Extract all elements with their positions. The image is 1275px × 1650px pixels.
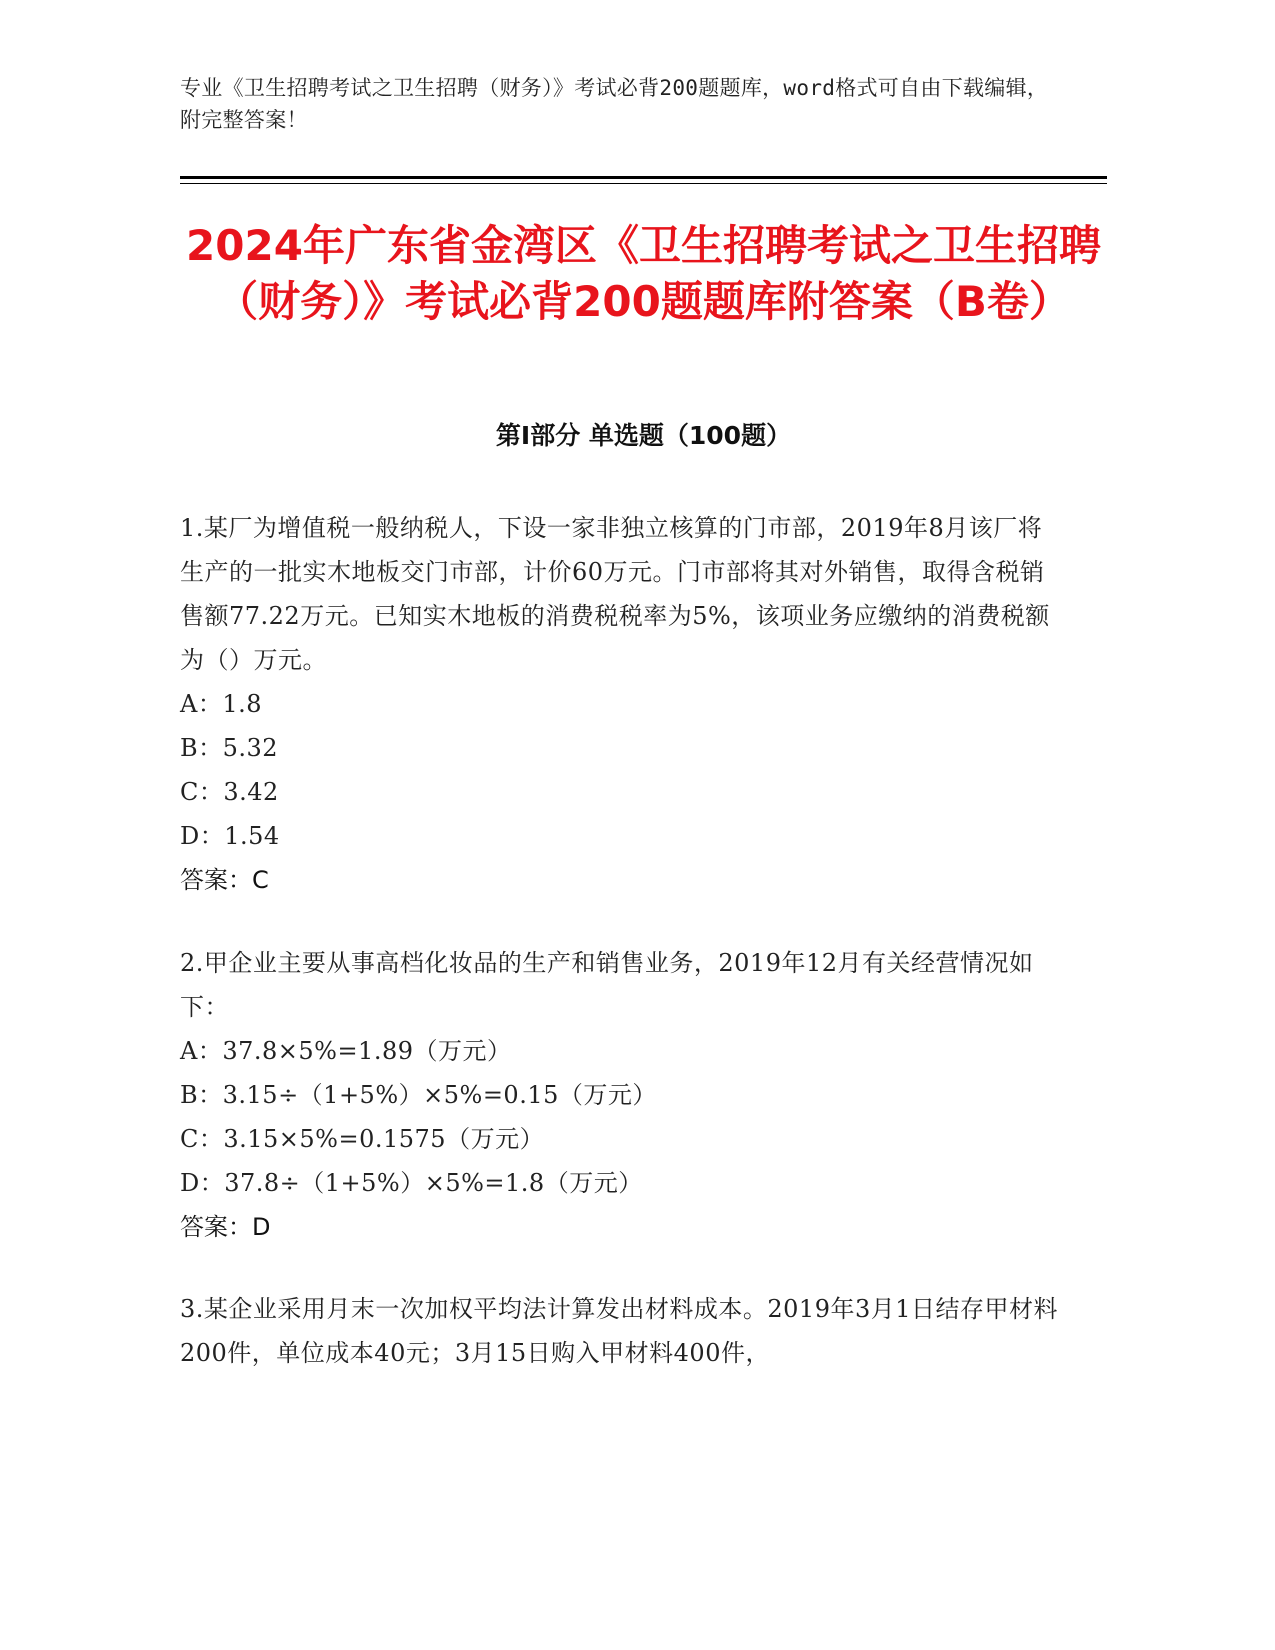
section-heading: 第I部分 单选题（100题） (495, 421, 792, 450)
question-stem: 1.某厂为增值税一般纳税人，下设一家非独立核算的门市部，2019年8月该厂将生产的一批实木地板交门市部，计价60万元。门市部将其对外销售，取得含税销售额77.22万元。已知实木地板的消费税税率为5%，该项业务应缴纳的消费税额为（）万元。 (180, 514, 1050, 674)
option-c: C：3.42 (180, 778, 279, 806)
answer: 答案：D (180, 1213, 271, 1241)
question-1 (180, 506, 1060, 902)
header-divider-thick (180, 176, 1107, 179)
option-d: D：1.54 (180, 822, 280, 850)
header-divider-thin (180, 183, 1107, 184)
question-3 (180, 1287, 1060, 1375)
option-d: D：37.8÷（1+5%）×5%=1.8（万元） (180, 1169, 643, 1197)
question-2 (180, 941, 1060, 1249)
option-a: A：37.8×5%=1.89（万元） (180, 1037, 512, 1065)
option-b: B：3.15÷（1+5%）×5%=0.15（万元） (180, 1081, 657, 1109)
answer: 答案：C (180, 866, 269, 894)
question-stem: 3.某企业采用月末一次加权平均法计算发出材料成本。2019年3月1日结存甲材料200件，单位成本40元；3月15日购入甲材料400件， (180, 1295, 1059, 1367)
option-c: C：3.15×5%=0.1575（万元） (180, 1125, 545, 1153)
question-stem: 2.甲企业主要从事高档化妆品的生产和销售业务，2019年12月有关经营情况如下： (180, 949, 1034, 1021)
option-b: B：5.32 (180, 734, 279, 762)
header-note: 专业《卫生招聘考试之卫生招聘（财务）》考试必背200题题库，word格式可自由下载编辑，附完整答案！ (180, 76, 1049, 132)
option-a: A：1.8 (180, 690, 262, 718)
document-title: 2024年广东省金湾区《卫生招聘考试之卫生招聘（财务）》考试必背200题题库附答案（B卷） (186, 221, 1101, 326)
